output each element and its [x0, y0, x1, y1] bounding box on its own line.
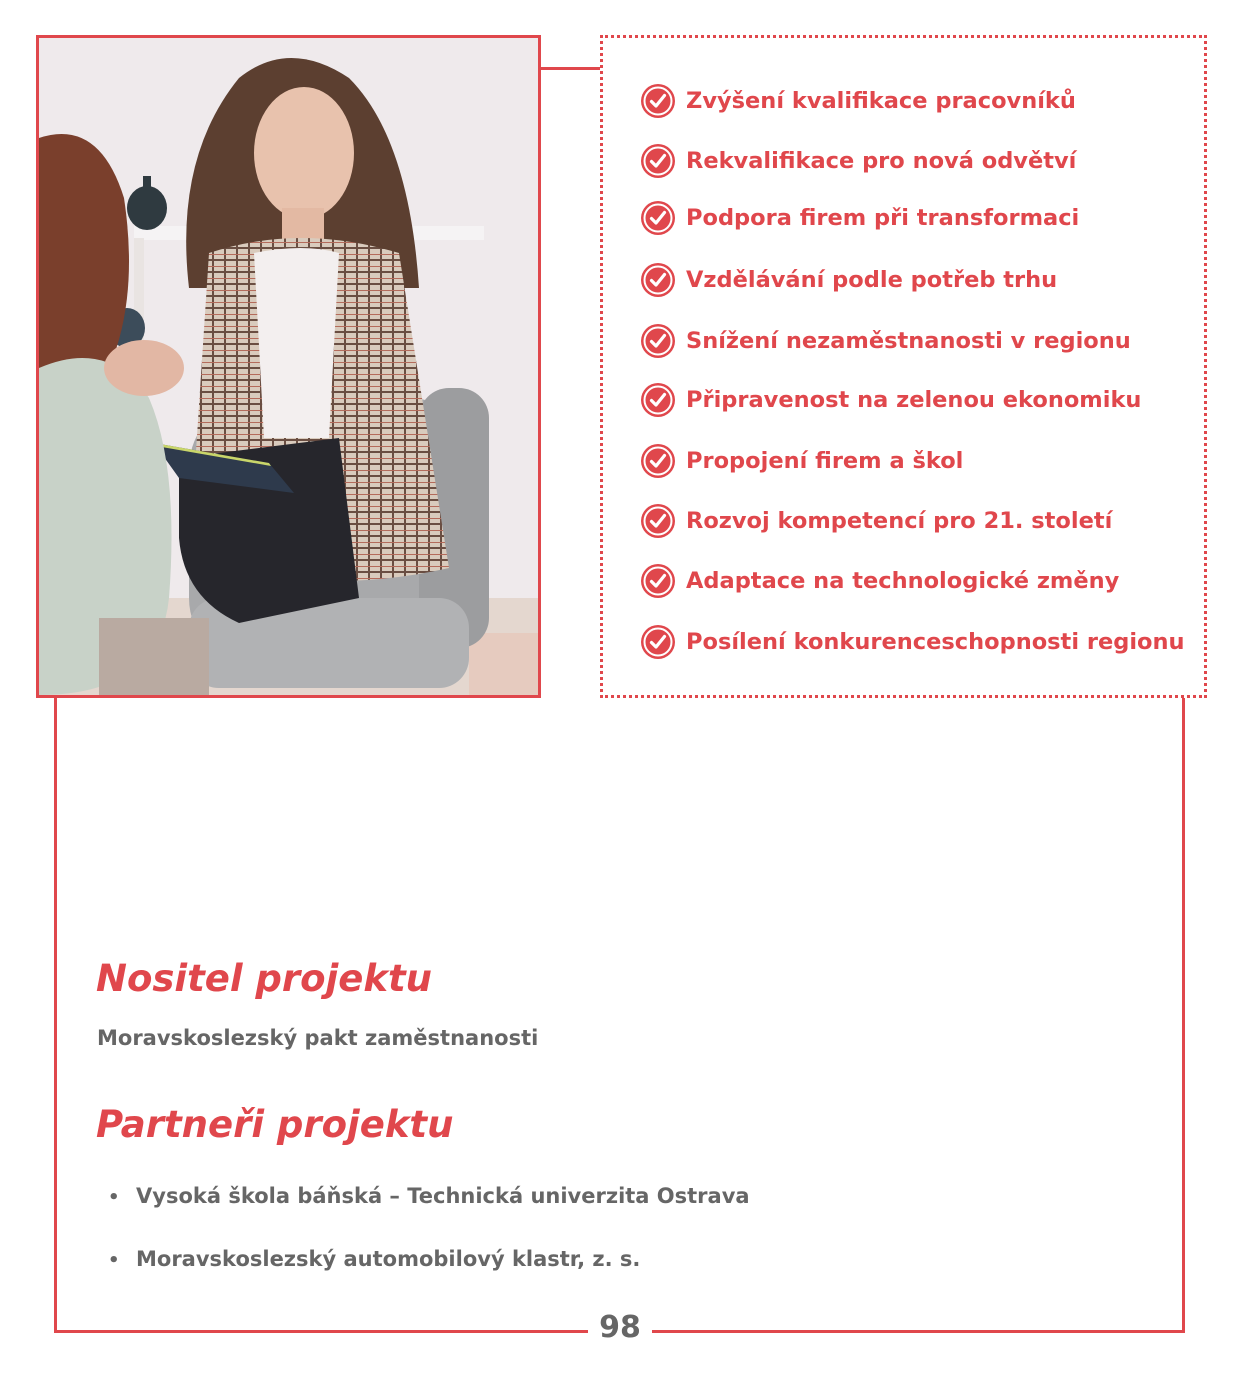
check-circle-icon	[640, 83, 676, 119]
partner-list-item	[108, 1247, 640, 1271]
holder-heading: Nositel projektu	[96, 957, 432, 1000]
bullet-icon: •	[108, 1187, 120, 1208]
partners-heading: Partneři projektu	[96, 1103, 454, 1146]
consultation-photo	[36, 35, 541, 698]
check-circle-icon	[640, 382, 676, 418]
benefits-checklist	[600, 35, 1207, 698]
partner-name: Moravskoslezský automobilový klastr, z. s.	[136, 1247, 641, 1271]
partner-list-item	[108, 1184, 750, 1208]
check-circle-icon	[640, 262, 676, 298]
check-circle-icon	[640, 323, 676, 359]
benefit-label: Rekvalifikace pro nová odvětví	[686, 148, 1077, 174]
benefit-item	[640, 443, 963, 479]
benefit-label: Snížení nezaměstnanosti v regionu	[686, 328, 1131, 354]
benefit-label: Vzdělávání podle potřeb trhu	[686, 267, 1058, 293]
benefit-label: Zvýšení kvalifikace pracovníků	[686, 88, 1076, 114]
benefit-item	[640, 83, 1076, 119]
frame-right-line	[1182, 698, 1185, 1333]
check-circle-icon	[640, 443, 676, 479]
bullet-icon: •	[108, 1250, 120, 1271]
check-circle-icon	[640, 503, 676, 539]
benefit-item	[640, 382, 1141, 418]
check-circle-icon	[640, 200, 676, 236]
frame-left-line	[54, 698, 57, 1333]
check-circle-icon	[640, 624, 676, 660]
benefit-item	[640, 323, 1131, 359]
benefit-label: Propojení firem a škol	[686, 448, 964, 474]
check-circle-icon	[640, 143, 676, 179]
benefit-label: Adaptace na technologické změny	[686, 568, 1120, 594]
benefit-item	[640, 503, 1112, 539]
benefit-label: Posílení konkurenceschopnosti regionu	[686, 629, 1185, 655]
partner-name: Vysoká škola báňská – Technická univerzita Ostrava	[136, 1184, 750, 1208]
benefit-item	[640, 624, 1185, 660]
holder-name: Moravskoslezský pakt zaměstnanosti	[97, 1026, 539, 1050]
benefit-item	[640, 262, 1057, 298]
benefit-item	[640, 200, 1079, 236]
check-circle-icon	[640, 563, 676, 599]
page-number: 98	[588, 1310, 652, 1345]
benefit-label: Podpora firem při transformaci	[686, 205, 1080, 231]
frame-connector-line	[541, 67, 600, 70]
benefit-item	[640, 563, 1119, 599]
benefit-label: Připravenost na zelenou ekonomiku	[686, 387, 1142, 413]
benefit-item	[640, 143, 1076, 179]
benefit-label: Rozvoj kompetencí pro 21. století	[686, 508, 1113, 534]
